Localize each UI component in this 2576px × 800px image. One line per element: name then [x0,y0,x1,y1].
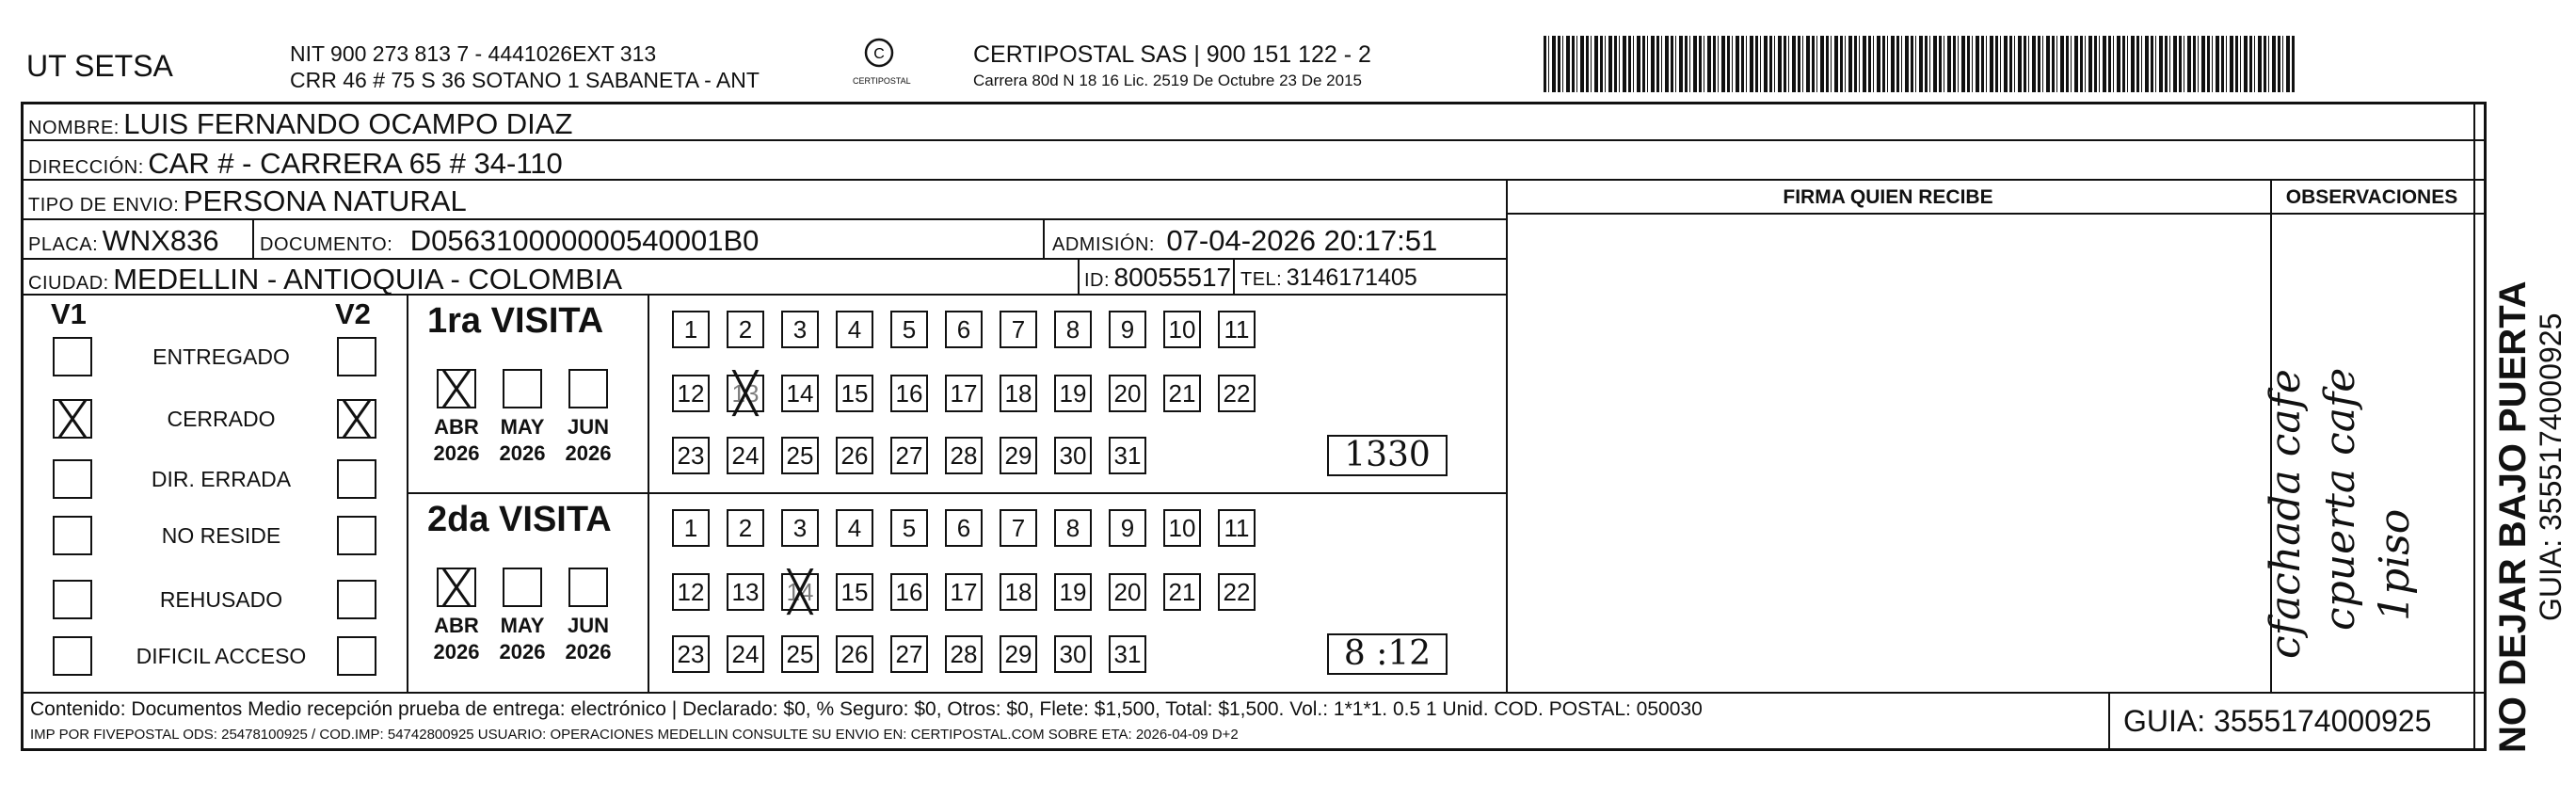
day-box[interactable]: 1 [672,311,710,348]
admision-label: ADMISIÓN: [1052,234,1155,255]
day-box[interactable]: 20 [1109,573,1146,611]
month-label: MAY 2026 [499,415,546,465]
obs-line: cpuerta cafe [2316,367,2364,631]
day-box[interactable]: 29 [1000,635,1037,673]
day-box[interactable]: 12 [672,375,710,412]
day-box[interactable]: 28 [945,635,983,673]
svg-text:C: C [873,46,885,62]
month-checkbox[interactable] [437,568,476,607]
v2-checkbox[interactable] [337,399,376,439]
direccion-value: CAR # - CARRERA 65 # 34-110 [148,147,563,180]
side-text [2492,94,2568,753]
day-box[interactable]: 24 [727,635,764,673]
day-box[interactable]: 9 [1109,311,1146,348]
ciudad-field [28,263,622,296]
day-box[interactable]: 4 [836,509,873,547]
day-box[interactable]: 3 [781,509,819,547]
col-divider [407,294,408,692]
day-box[interactable]: 12 [672,573,710,611]
day-box[interactable]: 9 [1109,509,1146,547]
observaciones-label: OBSERVACIONES [2285,186,2458,208]
day-box[interactable]: 29 [1000,437,1037,474]
v2-checkbox[interactable] [337,636,376,676]
day-box[interactable]: 23 [672,437,710,474]
v1-checkbox[interactable] [53,399,92,439]
day-box[interactable]: 11 [1218,311,1256,348]
address-line: CRR 46 # 75 S 36 SOTANO 1 SABANETA - ANT [290,68,760,92]
day-box[interactable]: 31 [1109,437,1146,474]
certipostal-logo [853,38,911,86]
admision-field [1052,224,1437,258]
day-box[interactable]: 26 [836,437,873,474]
side-guia: GUIA: 3555174000925 [2534,312,2568,621]
v1-label: V1 [51,297,87,330]
v1-checkbox[interactable] [53,459,92,499]
id-value: 80055517 [1113,263,1232,292]
col-divider [1078,258,1080,294]
v1-checkbox[interactable] [53,636,92,676]
col-divider [252,218,254,258]
documento-field [260,224,759,258]
barcode [1544,36,2296,92]
day-box[interactable]: 6 [945,311,983,348]
placa-field [28,224,219,258]
side-warning: NO DEJAR BAJO PUERTA [2492,280,2534,753]
logo-text: CERTIPOSTAL [853,76,911,86]
day-box[interactable]: 17 [945,573,983,611]
month-checkbox[interactable] [568,369,608,408]
month-label: ABR 2026 [433,614,480,664]
tel-field [1240,264,1417,292]
month-checkbox[interactable] [503,568,542,607]
day-box[interactable]: 8 [1054,509,1092,547]
ciudad-label: CIUDAD: [28,273,109,294]
v2-checkbox[interactable] [337,459,376,499]
v1-checkbox[interactable] [53,580,92,619]
day-box[interactable]: 16 [890,573,928,611]
id-field [1084,263,1231,293]
day-box[interactable]: 6 [945,509,983,547]
day-box[interactable]: 2 [727,509,764,547]
v2-checkbox[interactable] [337,516,376,555]
day-box[interactable]: 1 [672,509,710,547]
status-label: REHUSADO [159,587,283,612]
day-box[interactable]: 7 [1000,311,1037,348]
day-box[interactable]: 18 [1000,573,1037,611]
day-box[interactable]: 22 [1218,375,1256,412]
day-box[interactable]: 23 [672,635,710,673]
tipo-label: TIPO DE ENVIO: [28,195,180,216]
row-divider [21,258,1508,260]
day-box[interactable]: 15 [836,375,873,412]
month-checkbox[interactable] [503,369,542,408]
day-box[interactable]: 20 [1109,375,1146,412]
visit-time-box[interactable]: 1330 [1327,435,1448,476]
day-box[interactable]: 22 [1218,573,1256,611]
direccion-field [28,147,563,181]
day-box[interactable]: 10 [1163,509,1201,547]
day-box[interactable]: 13 [727,573,764,611]
day-box[interactable]: 3 [781,311,819,348]
cert-address: Carrera 80d N 18 16 Lic. 2519 De Octubre 23 De 2015 [973,72,1362,89]
firma-label: FIRMA QUIEN RECIBE [1783,186,1993,208]
day-box[interactable]: 2 [727,311,764,348]
col-divider [648,294,649,692]
day-box[interactable]: 4 [836,311,873,348]
day-box[interactable]: 15 [836,573,873,611]
tipo-value: PERSONA NATURAL [183,184,467,217]
status-label: DIFICIL ACCESO [136,644,307,668]
day-box[interactable]: 18 [1000,375,1037,412]
admision-value: 07-04-2026 20:17:51 [1166,224,1438,257]
obs-line: 1piso [2371,508,2419,621]
row-divider [21,218,1508,220]
day-box[interactable]: 27 [890,437,928,474]
col-divider [1233,258,1235,294]
direccion-label: DIRECCIÓN: [28,157,144,178]
day-box[interactable]: 14 [781,375,819,412]
nombre-field [28,107,572,141]
day-box[interactable]: 27 [890,635,928,673]
day-box[interactable]: 21 [1163,375,1201,412]
day-box[interactable]: 5 [890,509,928,547]
day-box[interactable]: 30 [1054,635,1092,673]
visit-title: 1ra VISITA [427,301,604,341]
day-box[interactable]: ╳ 14 [781,573,819,611]
nombre-label: NOMBRE: [28,118,120,138]
row-divider [21,692,2487,694]
day-box[interactable]: 31 [1109,635,1146,673]
visit-divider [407,492,1508,494]
footer-line-1: Contenido: Documentos Medio recepción prueba de entrega: electrónico | Declarado: $0, % Seguro: $0, Otros: $0, Flete: $1,500, Total: $1,500. Vol.: 1*1*1. 0.5 1 Unid. COD. POSTAL: 050030 [30,698,1703,720]
tel-value: 3146171405 [1286,264,1417,291]
visit-title: 2da VISITA [427,500,612,539]
day-box[interactable]: 10 [1163,311,1201,348]
obs-line: cfachada cafe [2262,369,2310,659]
day-box[interactable]: 19 [1054,375,1092,412]
month-label: MAY 2026 [499,614,546,664]
nit-line: NIT 900 273 813 7 - 4441026EXT 313 [290,41,657,66]
month-label: ABR 2026 [433,415,480,465]
placa-label: PLACA: [28,234,99,255]
month-checkbox[interactable] [568,568,608,607]
v2-checkbox[interactable] [337,580,376,619]
day-box[interactable]: 5 [890,311,928,348]
day-box[interactable]: 7 [1000,509,1037,547]
footer-line-2: IMP POR FIVEPOSTAL ODS: 25478100925 / COD.IMP: 54742800925 USUARIO: OPERACIONES MEDELLIN CONSULTE SU ENVIO EN: CERTIPOSTAL.COM SOBRE ETA: 2026-04-09 D+2 [30,727,1239,743]
status-label: CERRADO [167,407,276,431]
col-divider [2108,692,2110,751]
day-box[interactable]: 8 [1054,311,1092,348]
day-box[interactable]: 28 [945,437,983,474]
day-box[interactable]: 21 [1163,573,1201,611]
v1-checkbox[interactable] [53,337,92,376]
v2-label: V2 [335,297,371,330]
day-box[interactable]: 24 [727,437,764,474]
month-checkbox[interactable] [437,369,476,408]
v2-checkbox[interactable] [337,337,376,376]
day-box[interactable]: 11 [1218,509,1256,547]
month-label: JUN 2026 [565,415,612,465]
col-divider [1043,218,1045,258]
day-box[interactable]: 16 [890,375,928,412]
tipo-field [28,184,467,218]
logo-icon [860,38,898,72]
nombre-value: LUIS FERNANDO OCAMPO DIAZ [123,107,573,140]
footer-guia: GUIA: 3555174000925 [2123,704,2432,738]
documento-value: D056310000000540001B0 [409,224,760,257]
placa-value: WNX836 [102,224,219,257]
tel-label: TEL: [1240,269,1283,290]
cert-line: CERTIPOSTAL SAS | 900 151 122 - 2 [973,41,1371,68]
day-box[interactable]: 25 [781,437,819,474]
ciudad-value: MEDELLIN - ANTIOQUIA - COLOMBIA [113,263,623,296]
day-box[interactable]: 17 [945,375,983,412]
day-box[interactable]: 30 [1054,437,1092,474]
status-label: DIR. ERRADA [151,467,292,491]
month-label: JUN 2026 [565,614,612,664]
status-label: NO RESIDE [161,523,281,548]
company-name: UT SETSA [26,49,173,83]
id-label: ID: [1084,270,1111,291]
v1-checkbox[interactable] [53,516,92,555]
day-box[interactable]: 26 [836,635,873,673]
col-divider [1506,179,1508,692]
status-label: ENTREGADO [152,344,290,369]
documento-label: DOCUMENTO: [260,234,393,255]
day-box[interactable]: 25 [781,635,819,673]
day-box[interactable]: ╳ 13 [727,375,764,412]
day-box[interactable]: 19 [1054,573,1092,611]
observaciones-handwriting [2259,207,2485,659]
visit-time-box[interactable]: 8 :12 [1327,633,1448,675]
